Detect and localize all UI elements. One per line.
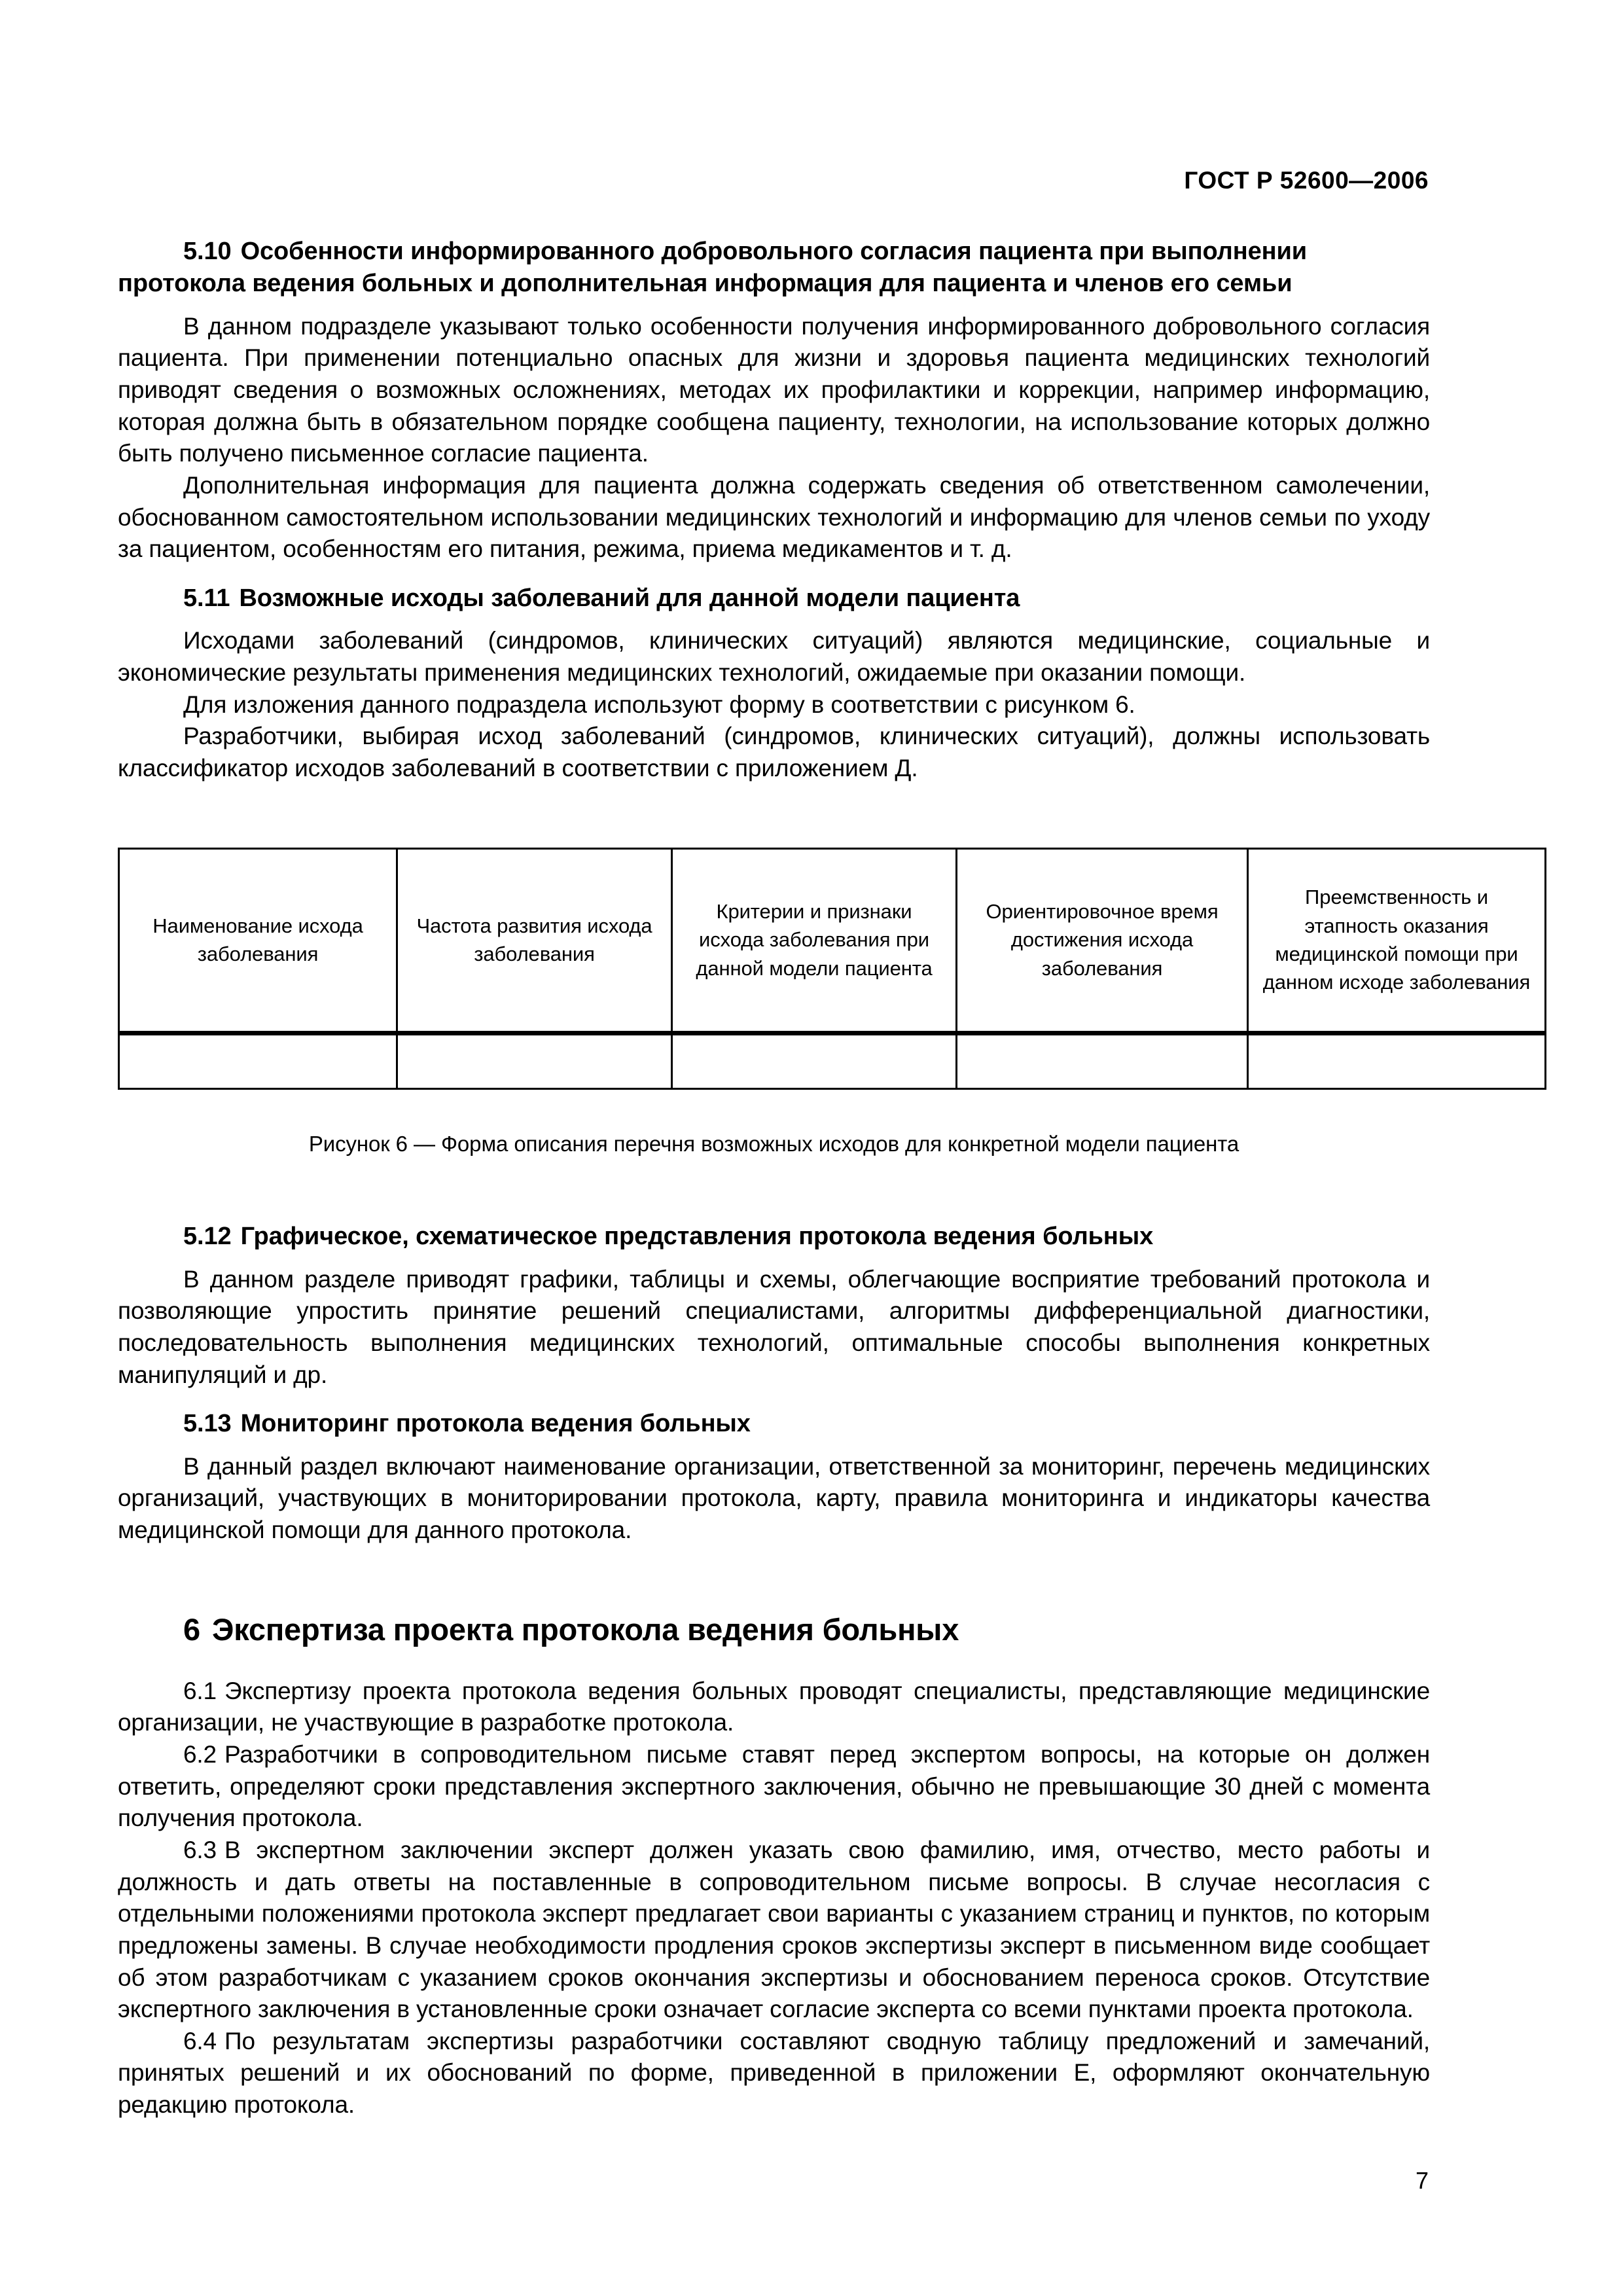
spacer [118, 1649, 1430, 1676]
spacer [118, 785, 1430, 848]
paragraph-6-1-text: Экспертизу проекта протокола ведения больных проводят специалисты, представляющие медицинские организации, не участвующие в разработке протокола. [118, 1677, 1430, 1736]
heading-5-11 [118, 583, 1430, 615]
heading-5-12 [118, 1221, 1430, 1253]
heading-6-number: 6 [183, 1611, 200, 1647]
paragraph-5-11-2: Для изложения данного подраздела используют форму в соответствии с рисунком 6. [183, 691, 1135, 718]
spacer [118, 1090, 1430, 1130]
table-cell [1248, 1033, 1546, 1088]
heading-5-10-title: Особенности информированного добровольного согласия пациента при выполнении протокола ведения больных и дополнительная информация для пациента и членов его семьи [118, 238, 1307, 298]
figure-6-caption: Рисунок 6 — Форма описания перечня возможных исходов для конкретной модели пациента [308, 1131, 1240, 1156]
page-number: 7 [1415, 2167, 1429, 2194]
heading-5-10-number: 5.10 [183, 238, 232, 265]
paragraph-5-12-1: В данном разделе приводят графики, таблицы и схемы, облегчающие восприятие требований протокола и позволяющие упростить принятие решений специалистами, алгоритмы дифференциальной диагностики, последовательность выполнения медицинских технологий, оптимальные способы выполнения конкретных манипуляций и др. [118, 1265, 1430, 1388]
figure-6 [118, 848, 1531, 1158]
table-cell [957, 1033, 1248, 1088]
column-header-label: Преемственность и этапность оказания медицинской помощи при данном исходе заболевания [1262, 886, 1531, 994]
paragraph-6-2-text: Разработчики в сопроводительном письме ставят перед экспертом вопросы, на которые он должен ответить, определяют сроки представления экспертного заключения, обычно не превышающие 30 дней с момента получения протокола. [118, 1741, 1430, 1832]
paragraph-6-1-number: 6.1 [183, 1677, 217, 1704]
paragraph-5-10-2: Дополнительная информация для пациента должна содержать сведения об ответственном самолечении, обоснованном самостоятельном использовании медицинских технологий и информацию для членов семьи по уходу за пациентом, особенностям его питания, режима, приема медикаментов и т. д. [118, 471, 1430, 563]
heading-5-11-title: Возможные исходы заболеваний для данной модели пациента [239, 584, 1020, 612]
spacer [118, 615, 1430, 625]
paragraph-6-2-number: 6.2 [183, 1741, 217, 1768]
heading-5-13-number: 5.13 [183, 1410, 232, 1438]
paragraph-6-4 [118, 2026, 1430, 2121]
page-content [118, 236, 1531, 2121]
paragraph-6-1 [118, 1676, 1430, 1739]
spacer [118, 565, 1430, 583]
heading-6 [118, 1609, 1430, 1649]
column-header-label: Наименование исхода заболевания [152, 914, 363, 965]
column-header-label: Критерии и признаки исхода заболевания при данной модели пациента [696, 899, 933, 980]
heading-5-12-title: Графическое, схематическое представления протокола ведения больных [240, 1223, 1154, 1251]
paragraph-6-3-text: В экспертном заключении эксперт должен указать свою фамилию, имя, отчество, место работы и должность и дать ответы на поставленные в сопроводительном письме вопросы. В случае несогласия с отдельными положениями протокола эксперт предлагает свои варианты с указанием страниц и пунктов, по которым предложены замены. В случае необходимости продления сроков экспертизы эксперт в письменном виде сообщает об этом разработчикам с указанием сроков окончания экспертизы и обоснованием переноса сроков. Отсутствие экспертного заключения в установленные сроки означает согласие эксперта со всеми пунктами проекта протокола. [118, 1836, 1430, 2023]
heading-5-13 [118, 1408, 1430, 1440]
column-header-label: Частота развития исхода заболевания [416, 914, 652, 965]
paragraph-5-11-3: Разработчики, выбирая исход заболеваний (синдромов, клинических ситуаций), должны использовать классификатор исходов заболеваний в соответствии с приложением Д. [118, 723, 1430, 781]
table-cell [119, 1033, 397, 1088]
spacer [118, 1391, 1430, 1408]
table-header-cell [397, 848, 672, 1033]
paragraph-5-10-1: В данном подразделе указывают только особенности получения информированного добровольного согласия пациента. При применении потенциально опасных для жизни и здоровья пациента медицинских технологий приводят сведения о возможных осложнениях, методах их профилактики и коррекции, например информацию, которая должна быть в обязательном порядке сообщена пациенту, технологии, на использование которых должно быть получено письменное согласие пациента. [118, 312, 1430, 467]
heading-5-11-number: 5.11 [183, 584, 230, 612]
figure-6-table-head [119, 848, 1546, 1033]
paragraph-6-3-number: 6.3 [183, 1836, 217, 1863]
paragraph-6-2 [118, 1739, 1430, 1835]
spacer [118, 1547, 1430, 1609]
spacer [118, 300, 1430, 311]
table-cell [672, 1033, 957, 1088]
table-header-cell [1248, 848, 1546, 1033]
paragraph-6-4-text: По результатам экспертизы разработчики составляют сводную таблицу предложений и замечаний, принятых решений и их обоснований по форме, приведенной в приложении Е, оформляют окончательную редакцию протокола. [118, 2027, 1430, 2119]
heading-5-10 [118, 236, 1430, 300]
spacer [118, 1253, 1430, 1264]
paragraph-5-11-1: Исходами заболеваний (синдромов, клинических ситуаций) являются медицинские, социальные и экономические результаты применения медицинских технологий, ожидаемые при оказании помощи. [118, 627, 1430, 686]
table-header-cell [672, 848, 957, 1033]
table-cell [397, 1033, 672, 1088]
figure-6-table [118, 848, 1546, 1090]
paragraph-6-4-number: 6.4 [183, 2027, 217, 2054]
spacer [118, 1441, 1430, 1451]
table-header-cell [119, 848, 397, 1033]
paragraph-6-3 [118, 1835, 1430, 2026]
table-row [119, 1033, 1546, 1088]
heading-5-13-title: Мониторинг протокола ведения больных [240, 1410, 751, 1438]
heading-6-title: Экспертиза проекта протокола ведения больных [211, 1611, 959, 1647]
heading-5-12-number: 5.12 [183, 1223, 232, 1251]
figure-6-table-body [119, 1033, 1546, 1088]
running-header-standard-ref: ГОСТ Р 52600—2006 [1184, 167, 1429, 194]
spacer [118, 1158, 1430, 1221]
table-header-cell [957, 848, 1248, 1033]
table-header-row [119, 848, 1546, 1033]
column-header-label: Ориентировочное время достижения исхода заболевания [986, 899, 1219, 980]
paragraph-5-13-1: В данный раздел включают наименование организации, ответственной за мониторинг, перечень медицинских организаций, участвующих в мониторировании протокола, карту, правила мониторинга и индикаторы качества медицинской помощи для данного протокола. [118, 1452, 1430, 1544]
